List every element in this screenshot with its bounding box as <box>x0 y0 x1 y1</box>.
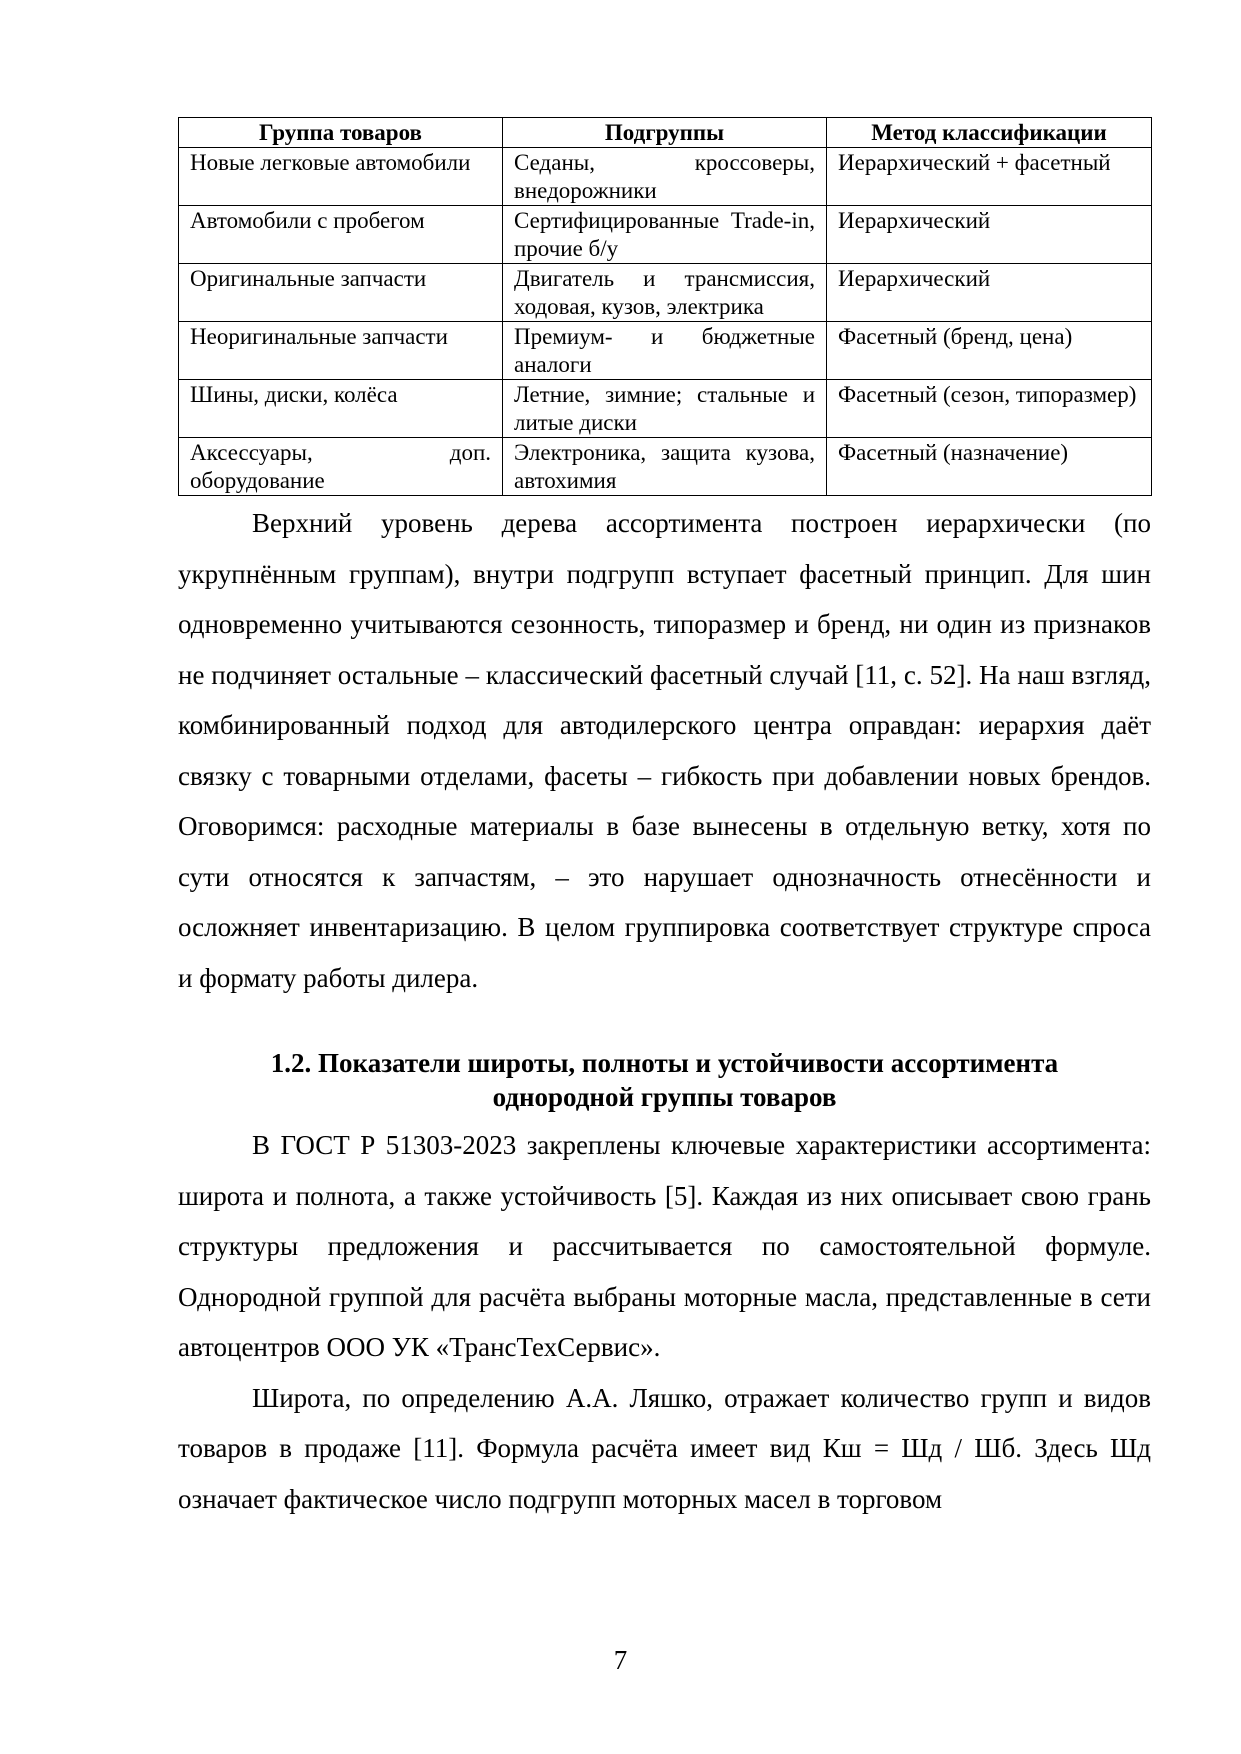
document-page <box>178 117 1151 1524</box>
table-cell: Двигатель и трансмиссия, ходовая, кузов, электрика <box>503 264 827 322</box>
table-cell: Электроника, защита кузова, автохимия <box>503 438 827 496</box>
table-cell: Премиум- и бюджетные аналоги <box>503 322 827 380</box>
section-heading-line: 1.2. Показатели широты, полноты и устойчивости ассортимента <box>270 1048 1059 1078</box>
table-cell: Шины, диски, колёса <box>179 380 503 438</box>
table-cell: Автомобили с пробегом <box>179 206 503 264</box>
table-row <box>179 206 1152 264</box>
page-number: 7 <box>613 1645 628 1675</box>
table-row <box>179 322 1152 380</box>
table-cell: Иерархический <box>827 264 1152 322</box>
table-row <box>179 148 1152 206</box>
table-cell: Летние, зимние; стальные и литые диски <box>503 380 827 438</box>
body-paragraph: В ГОСТ Р 51303-2023 закреплены ключевые характеристики ассортимента: широта и полнота, а также устойчивость [5]. Каждая из них описывает свою грань структуры предложения и рассчитывается по самостоятельной формуле. Однородной группой для расчёта выбраны моторные масла, представленные в сети автоцентров ООО УК «ТрансТехСервис». <box>178 1130 1151 1362</box>
table-cell: Оригинальные запчасти <box>179 264 503 322</box>
table-cell: Фасетный (бренд, цена) <box>827 322 1152 380</box>
table-cell: Седаны, кроссоверы, внедорожники <box>503 148 827 206</box>
header-subgroups: Подгруппы <box>503 118 827 148</box>
header-classification-method: Метод классификации <box>827 118 1152 148</box>
table-row <box>179 380 1152 438</box>
section-heading <box>178 1046 1151 1114</box>
table-header-row <box>179 118 1152 148</box>
table-cell: Иерархический + фасетный <box>827 148 1152 206</box>
body-paragraph: Широта, по определению А.А. Ляшко, отражает количество групп и видов товаров в продаже [11]. Формула расчёта имеет вид Кш = Шд / Шб. Здесь Шд означает фактическое число подгрупп моторных масел в торговом <box>178 1382 1151 1514</box>
table-cell: Иерархический <box>827 206 1152 264</box>
table-cell: Фасетный (назначение) <box>827 438 1152 496</box>
table-cell: Неоригинальные запчасти <box>179 322 503 380</box>
table-cell: Аксессуары, доп. оборудование <box>179 438 503 496</box>
section-heading-line: однородной группы товаров <box>492 1082 837 1112</box>
body-paragraph: Верхний уровень дерева ассортимента построен иерархически (по укрупнённым группам), внутри подгрупп вступает фасетный принцип. Для шин одновременно учитываются сезонность, типоразмер и бренд, ни один из признаков не подчиняет остальные – классический фасетный случай [11, с. 52]. На наш взгляд, комбинированный подход для автодилерского центра оправдан: иерархия даёт связку с товарными отделами, фасеты – гибкость при добавлении новых брендов. Оговоримся: расходные материалы в базе вынесены в отдельную ветку, хотя по сути относятся к запчастям, – это нарушает однозначность отнесённости и осложняет инвентаризацию. В целом группировка соответствует структуре спроса и формату работы дилера. <box>178 508 1151 993</box>
table-cell: Новые легковые автомобили <box>179 148 503 206</box>
header-product-group: Группа товаров <box>179 118 503 148</box>
table-row <box>179 264 1152 322</box>
table-cell: Фасетный (сезон, типоразмер) <box>827 380 1152 438</box>
table-cell: Сертифицированные Trade-in, прочие б/у <box>503 206 827 264</box>
table-row <box>179 438 1152 496</box>
classification-table <box>178 117 1152 496</box>
